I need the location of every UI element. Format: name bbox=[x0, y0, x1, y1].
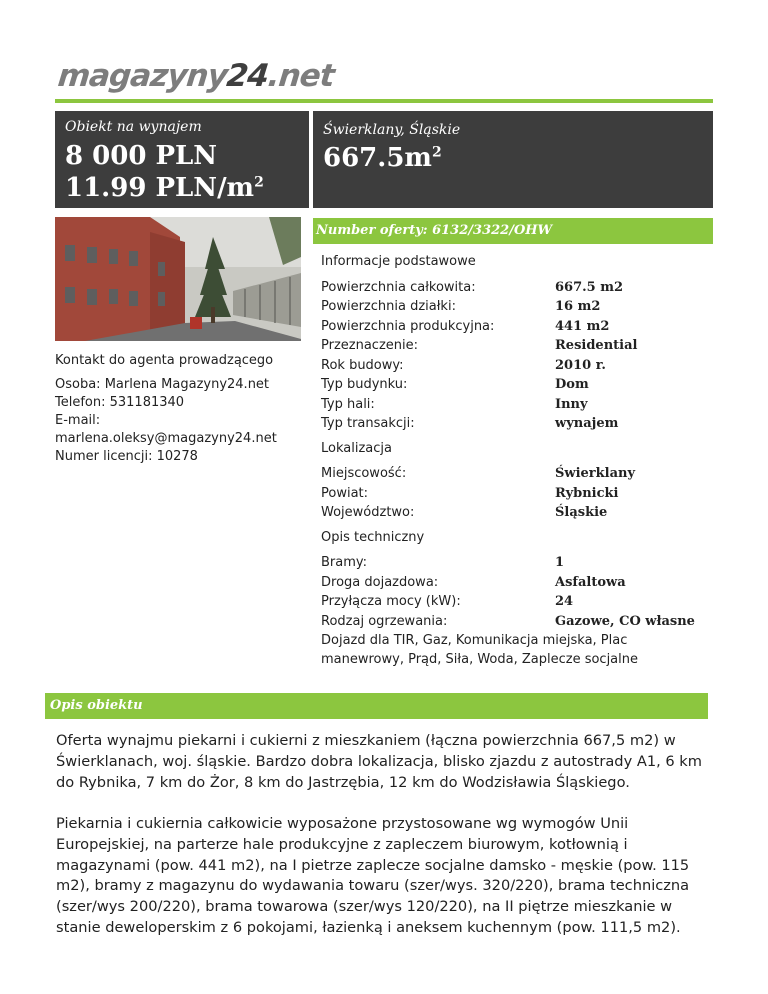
technical-list bbox=[321, 553, 713, 631]
detail-row: Typ budynku: Dom bbox=[321, 377, 589, 392]
detail-row: Powierzchnia całkowita: 667.5 m2 bbox=[321, 279, 624, 295]
detail-row: Bramy: 1 bbox=[321, 555, 565, 570]
offer-number-bar: Number oferty: 6132/3322/OHW bbox=[313, 218, 713, 244]
area-box bbox=[313, 111, 713, 208]
basic-info-heading: Informacje podstawowe bbox=[321, 254, 476, 269]
description-paragraph-2: Piekarnia i cukiernia całkowicie wyposażone przystosowane wg wymogów Unii Europejskiej, na parterze hale produkcyjne z zapleczem biurowym, kotłownią i magazynami (pow. 441 m2), na I pietrze zaplecze socjalne damsko - męskie (pow. 115 m2), bramy z magazynu do wydawania towaru (szer/wys. 320/220), brama techniczna (szer/wys 200/220), brama towarowa (szer/wys 120/220), na II piętrze mieszkanie w stanie deweloperskim z 6 pokojami, łazienką i aneksem kuchennym (pow. 111,5 m2). bbox=[56, 815, 690, 936]
contact-email-label: E-mail: bbox=[55, 413, 101, 428]
contact-heading: Kontakt do agenta prowadzącego bbox=[55, 353, 274, 368]
description-heading: Opis obiektu bbox=[45, 693, 708, 719]
detail-row: Rodzaj ogrzewania: Gazowe, CO własne bbox=[321, 613, 695, 629]
detail-row: Powiat: Rybnicki bbox=[321, 485, 619, 501]
detail-row: Rok budowy: 2010 r. bbox=[321, 357, 606, 373]
detail-row: Powierzchnia produkcyjna: 441 m2 bbox=[321, 318, 610, 334]
logo-suffix: .net bbox=[266, 58, 336, 94]
technical-heading: Opis techniczny bbox=[321, 529, 425, 545]
total-area: $667.5m^2$ bbox=[323, 143, 442, 173]
detail-row: Przeznaczenie: Residential bbox=[321, 338, 638, 353]
detail-row: Droga dojazdowa: Asfaltowa bbox=[321, 574, 626, 590]
description-paragraph-1: Oferta wynajmu piekarni i cukierni z mieszkaniem (łączna powierzchnia 667,5 m2) w Świerklanach, woj. śląskie. Bardzo dobra lokalizacja, blisko zjazdu z autostrady A1, 6 km do Rybnika, 7 km do Żor, 8 km do Jastrzębia, 12 km do Wodzisławia Śląskiego. bbox=[56, 732, 702, 791]
contact-license: Numer licencji: 10278 bbox=[55, 449, 198, 464]
property-photo bbox=[55, 217, 301, 341]
location-label: Świerklany, Śląskie bbox=[323, 122, 461, 138]
technical-extras: Dojazd dla TIR, Gaz, Komunikacja miejska, Plac manewrowy, Prąd, Siła, Woda, Zaplecze socjalne bbox=[321, 633, 638, 667]
detail-row: Typ hali: Inny bbox=[321, 396, 588, 412]
contact-email[interactable]: marlena.oleksy@magazyny24.net bbox=[55, 431, 277, 446]
location-heading: Lokalizacja bbox=[321, 440, 392, 456]
detail-row: Miejscowość: Świerklany bbox=[321, 466, 636, 481]
logo-prefix: magazyny bbox=[56, 58, 229, 94]
detail-row: Województwo: Śląskie bbox=[321, 505, 608, 520]
logo-number: 24 bbox=[224, 58, 270, 94]
detail-row: Typ transakcji: wynajem bbox=[321, 416, 619, 431]
price-per-m2: 11.99 PLN/$m^2$ bbox=[65, 173, 264, 203]
price: 8 000 PLN bbox=[65, 141, 218, 171]
detail-row: Przyłącza mocy (kW): 24 bbox=[321, 594, 574, 609]
rent-label: Obiekt na wynajem bbox=[65, 119, 202, 135]
agent-contact bbox=[55, 352, 305, 466]
contact-person: Osoba: Marlena Magazyny24.net bbox=[55, 377, 270, 392]
header-divider bbox=[55, 99, 713, 103]
price-box bbox=[55, 111, 309, 208]
basic-info-list bbox=[321, 278, 713, 434]
detail-row: Powierzchnia działki: 16 m2 bbox=[321, 299, 601, 314]
location-list bbox=[321, 464, 713, 523]
property-details bbox=[321, 252, 713, 669]
site-logo[interactable] bbox=[56, 58, 335, 94]
contact-phone[interactable]: Telefon: 531181340 bbox=[55, 395, 185, 410]
